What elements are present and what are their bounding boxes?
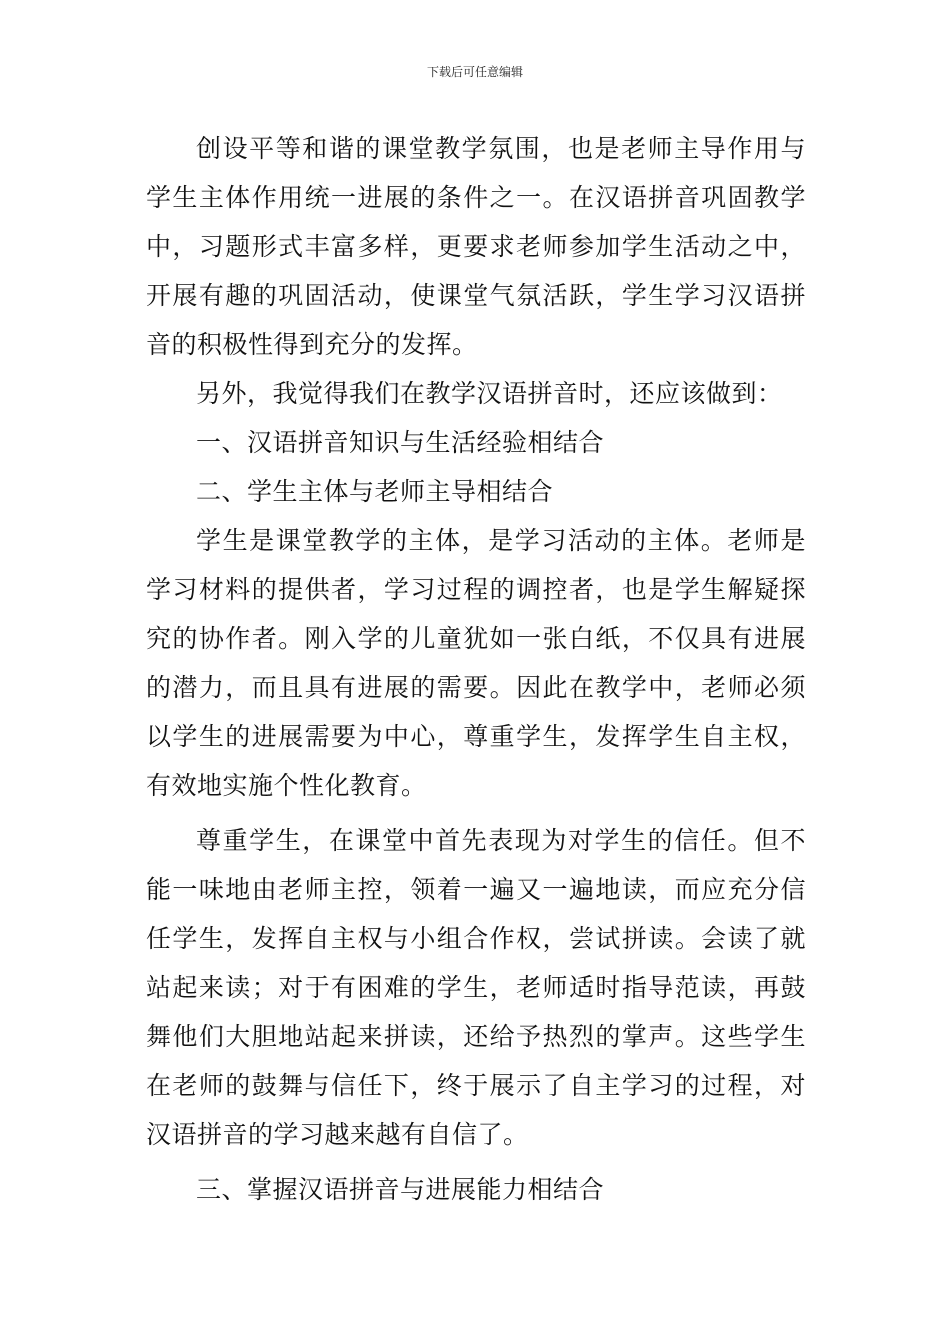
paragraph-classroom-atmosphere: 创设平等和谐的课堂教学氛围，也是老师主导作用与学生主体作用统一进展的条件之一。在汉语拼音巩固教学中，习题形式丰富多样，更要求老师参加学生活动之中，开展有趣的巩固活动，使课堂气氛活跃，学生学习汉语拼音的积极性得到充分的发挥。	[146, 134, 806, 359]
section-heading-1: 一、汉语拼音知识与生活经验相结合	[196, 428, 605, 457]
paragraph-student-subject: 学生是课堂教学的主体，是学习活动的主体。老师是学习材料的提供者，学习过程的调控者，也是学生解疑探究的协作者。刚入学的儿童犹如一张白纸，不仅具有进展的潜力，而且具有进展的需要。因此在教学中，老师必须以学生的进展需要为中心，尊重学生，发挥学生自主权，有效地实施个性化教育。	[146, 526, 806, 800]
document-body	[146, 124, 806, 1214]
section-heading-3: 三、掌握汉语拼音与进展能力相结合	[196, 1175, 605, 1204]
section-heading-2: 二、学生主体与老师主导相结合	[196, 477, 554, 506]
page-header: 下载后可任意编辑	[426, 65, 523, 79]
paragraph-intro-list: 另外，我觉得我们在教学汉语拼音时，还应该做到：	[196, 379, 783, 408]
paragraph-respect-students: 尊重学生，在课堂中首先表现为对学生的信任。但不能一味地由老师主控，领着一遍又一遍地读，而应充分信任学生，发挥自主权与小组合作权，尝试拼读。会读了就站起来读；对于有困难的学生，老师适时指导范读，再鼓舞他们大胆地站起来拼读，还给予热烈的掌声。这些学生在老师的鼓舞与信任下，终于展示了自主学习的过程，对汉语拼音的学习越来越有自信了。	[146, 826, 806, 1149]
